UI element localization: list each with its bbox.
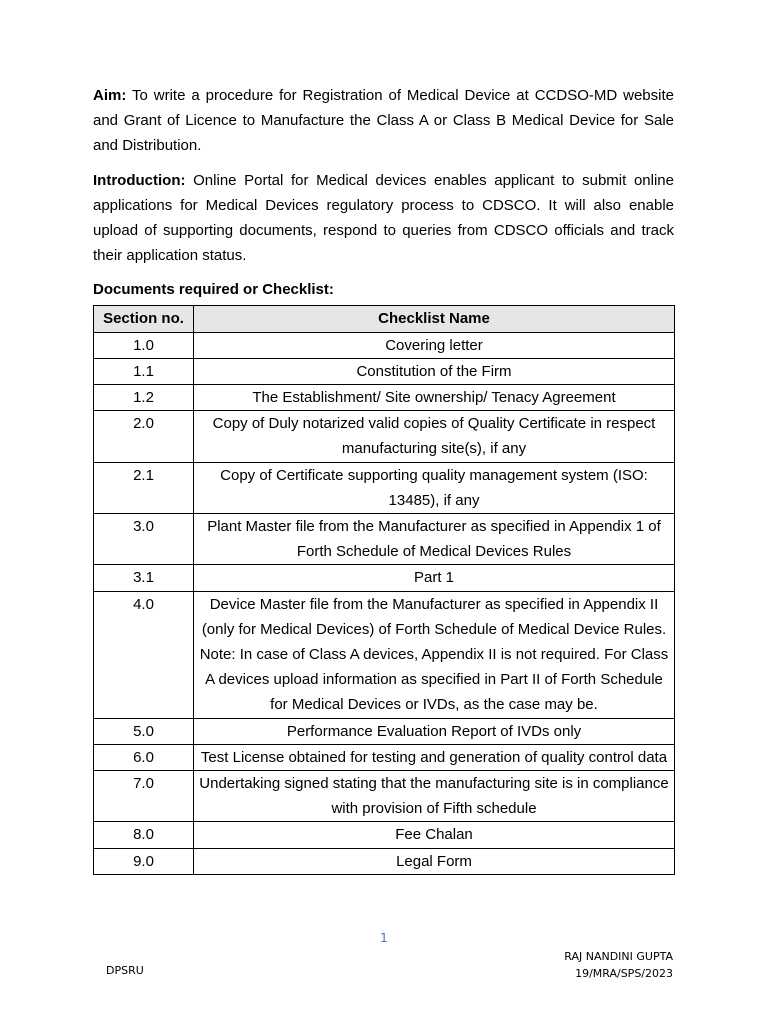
header-checklist-name: Checklist Name [194,306,675,332]
section-cell: 4.0 [94,591,194,718]
checklist-cell: Part 1 [194,565,675,591]
section-cell: 2.0 [94,411,194,462]
header-section-no: Section no. [94,306,194,332]
footer-author: RAJ NANDINI GUPTA [564,950,673,963]
footer-institution: DPSRU [106,964,144,977]
section-cell: 3.1 [94,565,194,591]
section-cell: 7.0 [94,771,194,822]
table-row [94,385,675,411]
introduction-label: Introduction: [93,171,186,189]
checklist-cell: Device Master file from the Manufacturer as specified in Appendix II (only for Medical Devices) of Forth Schedule of Medical Device Rules. Note: In case of Class A devices, Appendix II is not required. For Class A devices upload information as specified in Part II of Forth Schedule for Medical Devices or IVDs, as the case may be. [194,591,675,718]
checklist-cell: Plant Master file from the Manufacturer as specified in Appendix 1 of Forth Schedule of Medical Devices Rules [194,514,675,565]
checklist-cell: Legal Form [194,848,675,874]
checklist-heading: Documents required or Checklist: [93,281,334,299]
checklist-cell: Fee Chalan [194,822,675,848]
checklist-table [93,305,675,874]
checklist-cell: Copy of Certificate supporting quality management system (ISO: 13485), if any [194,462,675,513]
introduction-text: Online Portal for Medical devices enables applicant to submit online applications for Medical Devices regulatory process to CDSCO. It will also enable upload of supporting documents, respond to queries from CDSCO officials and track their application status. [93,171,674,265]
table-row [94,591,675,718]
footer-author-block [564,948,673,982]
section-cell: 8.0 [94,822,194,848]
table-row [94,771,675,822]
table-header-row [94,306,675,332]
section-cell: 2.1 [94,462,194,513]
section-cell: 3.0 [94,514,194,565]
table-row [94,744,675,770]
table-row [94,822,675,848]
checklist-cell: The Establishment/ Site ownership/ Tenacy Agreement [194,385,675,411]
document-body [93,83,674,875]
table-row [94,332,675,358]
section-cell: 1.2 [94,385,194,411]
section-cell: 1.0 [94,332,194,358]
table-row [94,411,675,462]
table-row [94,848,675,874]
checklist-cell: Covering letter [194,332,675,358]
aim-text: To write a procedure for Registration of Medical Device at CCDSO-MD website and Grant of Licence to Manufacture the Class A or Class B Medical Device for Sale and Distribution. [93,87,674,155]
table-row [94,565,675,591]
table-row [94,514,675,565]
table-row [94,462,675,513]
checklist-cell: Performance Evaluation Report of IVDs only [194,718,675,744]
section-cell: 1.1 [94,358,194,384]
table-row [94,358,675,384]
checklist-cell: Constitution of the Firm [194,358,675,384]
section-cell: 9.0 [94,848,194,874]
introduction-paragraph [93,168,674,269]
section-cell: 6.0 [94,744,194,770]
aim-label: Aim: [93,87,127,104]
checklist-cell: Copy of Duly notarized valid copies of Quality Certificate in respect manufacturing site(s), if any [194,411,675,462]
table-row [94,718,675,744]
section-cell: 5.0 [94,718,194,744]
aim-paragraph [93,83,674,159]
checklist-cell: Undertaking signed stating that the manufacturing site is in compliance with provision of Fifth schedule [194,771,675,822]
footer-roll-number: 19/MRA/SPS/2023 [575,967,673,980]
checklist-cell: Test License obtained for testing and generation of quality control data [194,744,675,770]
page-number: 1 [380,931,388,945]
